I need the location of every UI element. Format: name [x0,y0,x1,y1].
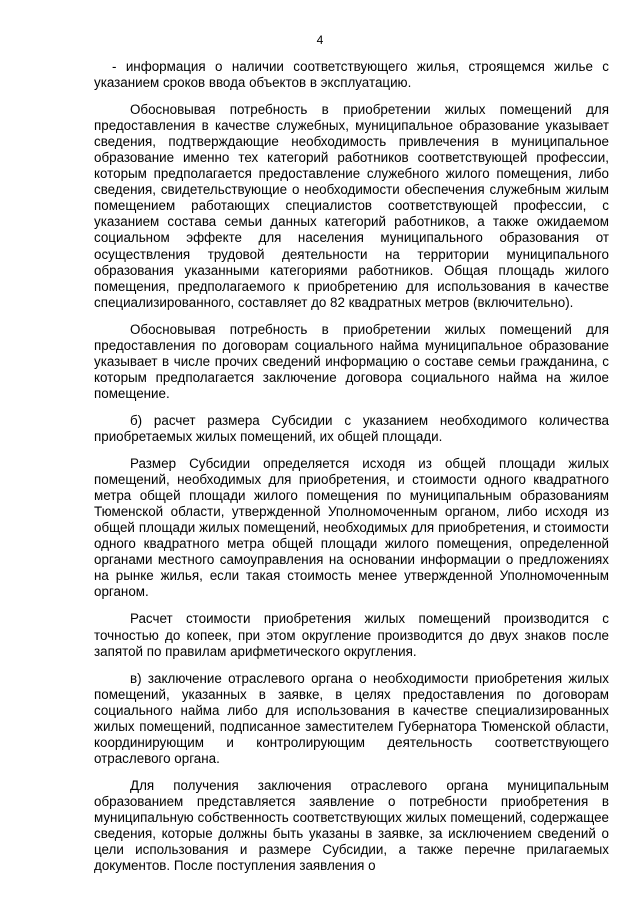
document-body [94,59,609,885]
paragraph-housing-info: - информация о наличии соответствующего жилья, строящемся жилье с указанием сроков ввода объектов в эксплуатацию. [94,59,609,91]
page-number: 4 [316,33,324,47]
paragraph-service-housing-justification: Обосновывая потребность в приобретении жилых помещений для предоставления в качестве служебных, муниципальное образование указывает сведения, подтверждающие необходимость привлечения в муниципальное образование именно тех категорий работников соответствующей профессии, которым предполагается предоставление служебного жилого помещения, либо сведения, свидетельствующие о необходимости обеспечения служебным жилым помещением работающих специалистов соответствующей профессии, с указанием состава семьи данных категорий работников, а также ожидаемом социальном эффекте для населения муниципального образования от осуществления трудовой деятельности на территории муниципального образования указанными категориями работников. Общая площадь жилого помещения, предполагаемого к приобретению для использования в качестве специализированного, составляет до 82 квадратных метров (включительно). [94,102,609,310]
paragraph-conclusion-procedure: Для получения заключения отраслевого органа муниципальным образованием представляется заявление о потребности приобретения в муниципальную собственность соответствующих жилых помещений, содержащее сведения, которые должны быть указаны в заявке, за исключением сведений о цели использования и размере Субсидии, а также перечне прилагаемых документов. После поступления заявления о [94,777,609,874]
paragraph-subsidy-calculation: б) расчет размера Субсидии с указанием необходимого количества приобретаемых жилых помещений, их общей площади. [94,412,609,444]
paragraph-subsidy-size: Размер Субсидии определяется исходя из общей площади жилых помещений, необходимых для приобретения, и стоимости одного квадратного метра общей площади жилого помещения по муниципальным образованиям Тюменской области, утвержденной Уполномоченным органом, либо исходя из общей площади жилых помещений, необходимых для приобретения, и стоимости одного квадратного метра общей площади жилого помещения, определенной органами местного самоуправления на основании информации о предложениях на рынке жилья, если такая стоимость менее утвержденной Уполномоченным органом. [94,456,609,600]
paragraph-cost-rounding: Расчет стоимости приобретения жилых помещений производится с точностью до копеек, при этом округление производится до двух знаков после запятой по правилам арифметического округления. [94,611,609,659]
paragraph-social-rent-justification: Обосновывая потребность в приобретении жилых помещений для предоставления по договорам социального найма муниципальное образование указывает в числе прочих сведений информацию о составе семьи гражданина, с которым предполагается заключение договора социального найма на жилое помещение. [94,321,609,401]
paragraph-sector-conclusion: в) заключение отраслевого органа о необходимости приобретения жилых помещений, указанных в заявке, в целях предоставления по договорам социального найма либо для использования в качестве специализированных жилых помещений, подписанное заместителем Губернатора Тюменской области, координирующим и контролирующим деятельность соответствующего отраслевого органа. [94,670,609,766]
